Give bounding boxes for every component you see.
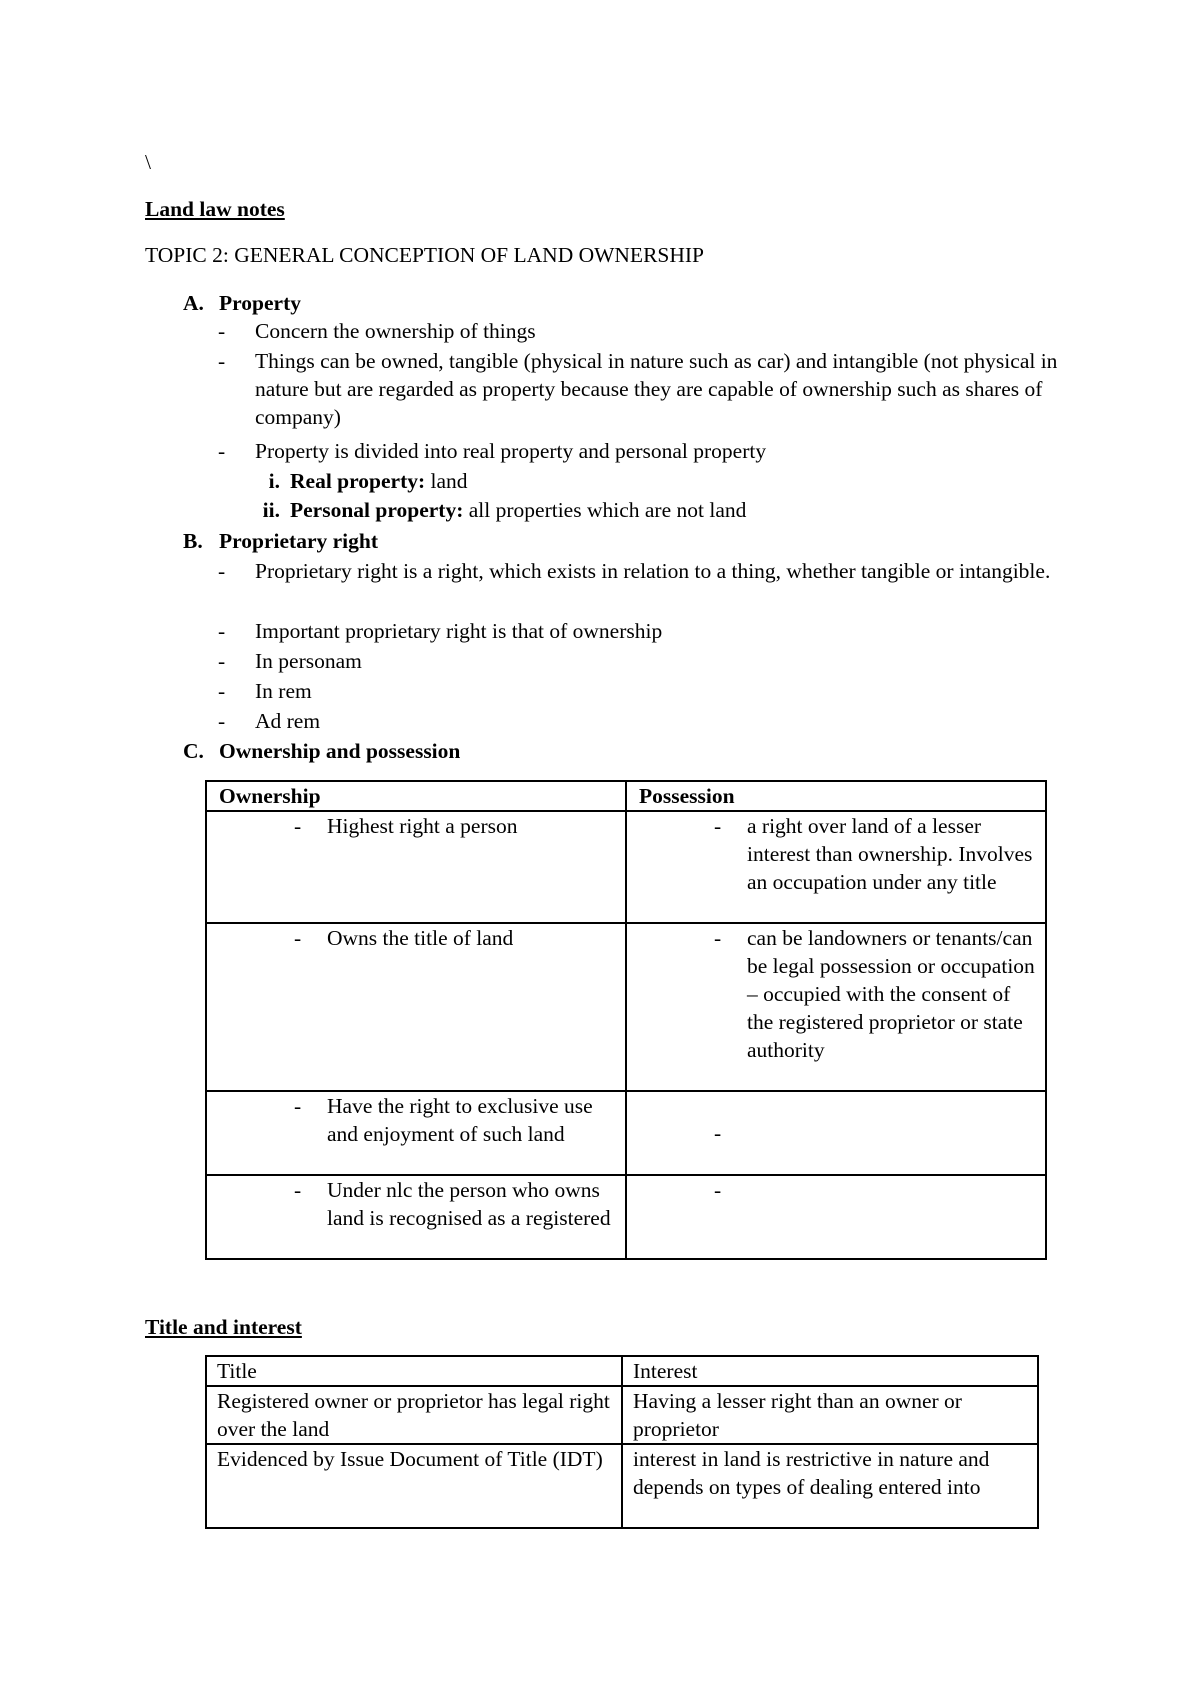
dash-bullet: - bbox=[218, 709, 226, 733]
table-row bbox=[206, 1386, 1038, 1444]
cell-text: can be landowners or tenants/can be legal possession or occupation – occupied with the consent of the registered proprietor or state authority bbox=[747, 926, 1035, 1062]
table-cell bbox=[206, 1091, 626, 1175]
column-header: Title bbox=[206, 1356, 622, 1386]
title-interest-heading: Title and interest bbox=[145, 1315, 302, 1339]
cell-text: Under nlc the person who owns land is recognised as a registered bbox=[327, 1178, 611, 1230]
section-letter: C. bbox=[183, 739, 204, 763]
section-title: Proprietary right bbox=[219, 529, 379, 553]
table-cell bbox=[626, 1091, 1046, 1175]
section-title: Property bbox=[219, 291, 301, 315]
bullet-text: In rem bbox=[255, 679, 312, 703]
bullet-text: Property is divided into real property and personal property bbox=[255, 439, 767, 463]
bullet-text: Ad rem bbox=[255, 709, 321, 733]
dash-bullet: - bbox=[218, 439, 226, 463]
table-row bbox=[206, 923, 1046, 1091]
stray-mark: \ bbox=[145, 150, 151, 174]
table-cell: Registered owner or proprietor has legal right over the land bbox=[206, 1386, 622, 1444]
dash-bullet: - bbox=[294, 1094, 302, 1118]
ownership-possession-table bbox=[205, 780, 1047, 1260]
cell-text: Owns the title of land bbox=[327, 926, 514, 950]
table-cell bbox=[206, 923, 626, 1091]
table-cell bbox=[626, 1175, 1046, 1259]
table-header-row bbox=[206, 781, 1046, 811]
section-c-heading bbox=[183, 737, 460, 765]
bullet-text: Things can be owned, tangible (physical in nature such as car) and intangible (not physical in nature but are regarded as property because they are capable of ownership such as shares of company) bbox=[255, 349, 1058, 429]
table-header-row bbox=[206, 1356, 1038, 1386]
cell-text: Highest right a person bbox=[327, 814, 518, 838]
dash-bullet: - bbox=[218, 319, 226, 343]
table-row bbox=[206, 1175, 1046, 1259]
dash-bullet: - bbox=[294, 926, 302, 950]
dash-bullet: - bbox=[714, 1121, 722, 1145]
section-title: Ownership and possession bbox=[219, 739, 461, 763]
roman-numeral: ii. bbox=[262, 498, 280, 522]
dash-bullet: - bbox=[294, 1178, 302, 1202]
column-header: Ownership bbox=[206, 781, 626, 811]
dash-bullet: - bbox=[218, 649, 226, 673]
column-header: Possession bbox=[626, 781, 1046, 811]
bullet-text: In personam bbox=[255, 649, 362, 673]
table-row bbox=[206, 1091, 1046, 1175]
roman-numeral: i. bbox=[268, 469, 280, 493]
table-cell bbox=[206, 1175, 626, 1259]
dash-bullet: - bbox=[218, 349, 226, 373]
table-row bbox=[206, 1444, 1038, 1528]
bullet-text: Important proprietary right is that of ownership bbox=[255, 619, 663, 643]
table-cell: Evidenced by Issue Document of Title (IDT) bbox=[206, 1444, 622, 1528]
dash-bullet: - bbox=[714, 814, 722, 838]
section-b-heading bbox=[183, 527, 378, 555]
dash-bullet: - bbox=[294, 814, 302, 838]
topic-heading: TOPIC 2: GENERAL CONCEPTION OF LAND OWNERSHIP bbox=[145, 243, 705, 267]
dash-bullet: - bbox=[714, 1178, 722, 1202]
table-cell: Having a lesser right than an owner or proprietor bbox=[622, 1386, 1038, 1444]
doc-title: Land law notes bbox=[145, 197, 285, 221]
section-letter: B. bbox=[183, 529, 203, 553]
dash-bullet: - bbox=[218, 679, 226, 703]
dash-bullet: - bbox=[218, 559, 226, 583]
sub-item-desc: all properties which are not land bbox=[463, 498, 747, 522]
table-cell bbox=[206, 811, 626, 923]
bullet-text: Concern the ownership of things bbox=[255, 319, 536, 343]
table-cell: interest in land is restrictive in nature and depends on types of dealing entered into bbox=[622, 1444, 1038, 1528]
table-cell bbox=[626, 811, 1046, 923]
section-letter: A. bbox=[183, 291, 204, 315]
cell-text: a right over land of a lesser interest than ownership. Involves an occupation under any title bbox=[747, 814, 1033, 894]
sub-item-desc: land bbox=[425, 469, 468, 493]
section-a-heading bbox=[183, 289, 301, 317]
dash-bullet: - bbox=[218, 619, 226, 643]
bullet-text: Proprietary right is a right, which exists in relation to a thing, whether tangible or intangible. bbox=[255, 559, 1051, 583]
table-row bbox=[206, 811, 1046, 923]
sub-item-term: Real property: bbox=[290, 469, 426, 493]
sub-item-term: Personal property: bbox=[290, 498, 464, 522]
column-header: Interest bbox=[622, 1356, 1038, 1386]
title-interest-table bbox=[205, 1355, 1039, 1529]
cell-text: Have the right to exclusive use and enjoyment of such land bbox=[327, 1094, 593, 1146]
dash-bullet: - bbox=[714, 926, 722, 950]
table-cell bbox=[626, 923, 1046, 1091]
